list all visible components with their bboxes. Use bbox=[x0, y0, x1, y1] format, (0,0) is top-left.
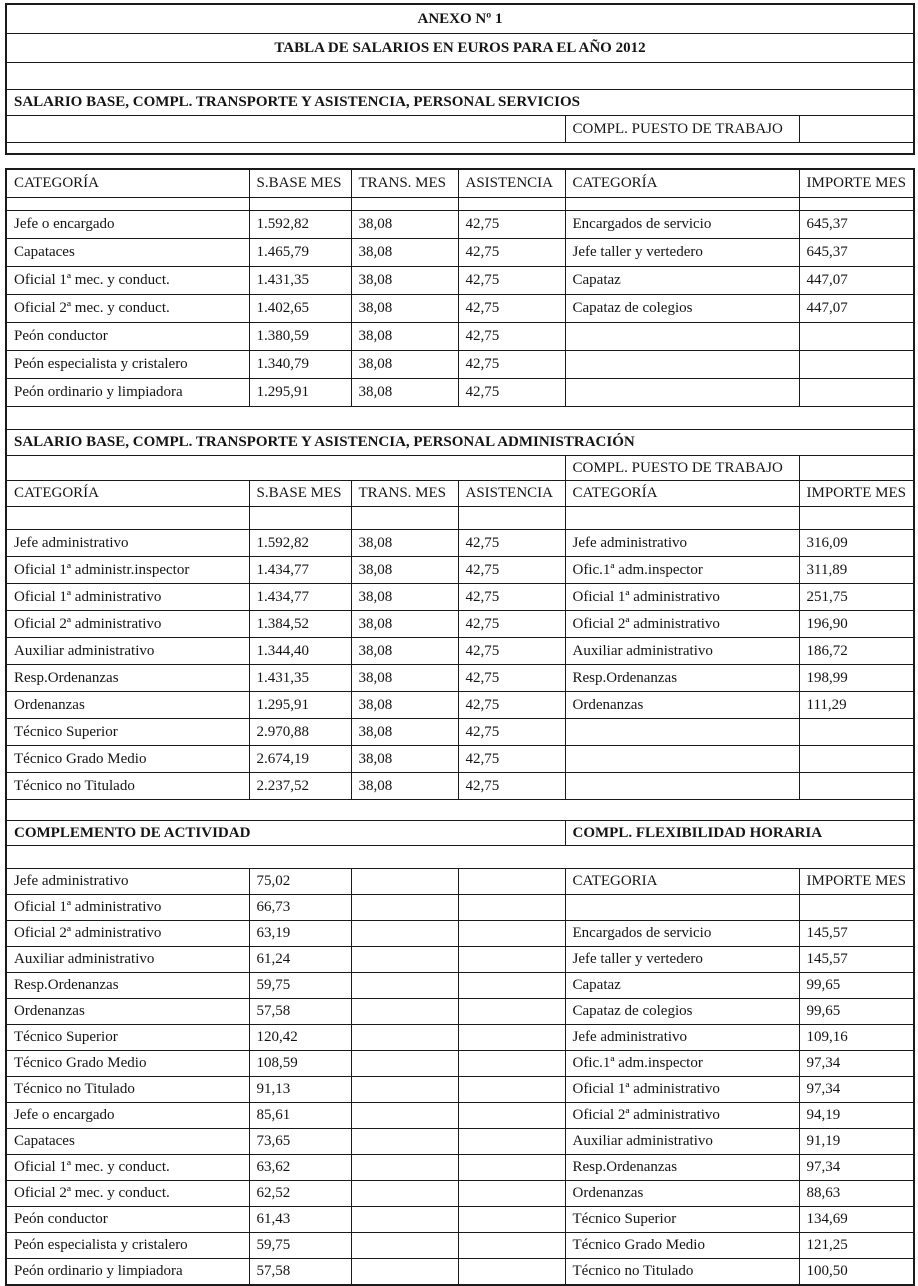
administracion-body bbox=[6, 530, 914, 800]
table-row bbox=[6, 692, 914, 719]
table-cell: Peón ordinario y limpiadora bbox=[6, 1259, 249, 1286]
table-cell: 38,08 bbox=[351, 351, 458, 379]
table-cell: Resp.Ordenanzas bbox=[6, 973, 249, 999]
table-cell: 1.344,40 bbox=[249, 638, 351, 665]
empty-cell bbox=[458, 507, 565, 530]
table-row bbox=[6, 1233, 914, 1259]
empty-cell bbox=[6, 800, 914, 821]
table-cell: Jefe o encargado bbox=[6, 1103, 249, 1129]
table-cell: 645,37 bbox=[799, 211, 914, 239]
table-cell: Capataz de colegios bbox=[565, 295, 799, 323]
table-cell: 91,19 bbox=[799, 1129, 914, 1155]
table-cell: 311,89 bbox=[799, 557, 914, 584]
table-cell bbox=[351, 1207, 458, 1233]
table-cell: 42,75 bbox=[458, 584, 565, 611]
empty-cell bbox=[565, 198, 799, 211]
table-cell bbox=[458, 1155, 565, 1181]
table-cell: 42,75 bbox=[458, 351, 565, 379]
table-cell: Jefe administrativo bbox=[6, 530, 249, 557]
table-cell: 145,57 bbox=[799, 921, 914, 947]
table-cell: Técnico Superior bbox=[6, 719, 249, 746]
table-cell: 75,02 bbox=[249, 869, 351, 895]
table-cell: 42,75 bbox=[458, 746, 565, 773]
table-cell bbox=[565, 379, 799, 407]
section-servicios-title-row bbox=[6, 90, 914, 116]
table-row bbox=[6, 665, 914, 692]
table-cell bbox=[799, 773, 914, 800]
table-cell: 120,42 bbox=[249, 1025, 351, 1051]
empty-cell bbox=[351, 198, 458, 211]
spacer-row bbox=[6, 407, 914, 430]
table-row bbox=[6, 1051, 914, 1077]
table-row bbox=[6, 1181, 914, 1207]
table-row bbox=[6, 295, 914, 323]
table-cell bbox=[351, 1259, 458, 1286]
column-header: S.BASE MES bbox=[249, 169, 351, 198]
table-cell: 59,75 bbox=[249, 973, 351, 999]
anexo-title-row bbox=[6, 4, 914, 34]
column-header: IMPORTE MES bbox=[799, 481, 914, 507]
table-cell: Peón conductor bbox=[6, 323, 249, 351]
table-cell: 1.465,79 bbox=[249, 239, 351, 267]
table-cell bbox=[565, 773, 799, 800]
complementos-header bbox=[6, 800, 914, 869]
page-title: ANEXO Nº 1 bbox=[6, 4, 914, 34]
table-cell: 1.431,35 bbox=[249, 665, 351, 692]
table-cell: Técnico Grado Medio bbox=[565, 1233, 799, 1259]
table-cell: Capataz de colegios bbox=[565, 999, 799, 1025]
table-cell: 38,08 bbox=[351, 665, 458, 692]
table-cell bbox=[458, 1077, 565, 1103]
table-cell bbox=[458, 1051, 565, 1077]
table-cell: Oficial 2ª administrativo bbox=[6, 921, 249, 947]
table-row bbox=[6, 719, 914, 746]
column-header: ASISTENCIA bbox=[458, 169, 565, 198]
empty-cell bbox=[249, 198, 351, 211]
table-cell: Oficial 1ª administrativo bbox=[6, 895, 249, 921]
table-row bbox=[6, 323, 914, 351]
table-cell: Peón especialista y cristalero bbox=[6, 1233, 249, 1259]
table-cell: 42,75 bbox=[458, 211, 565, 239]
table-cell: Auxiliar administrativo bbox=[6, 947, 249, 973]
table-cell: 134,69 bbox=[799, 1207, 914, 1233]
table-cell: 1.295,91 bbox=[249, 692, 351, 719]
table-cell: 121,25 bbox=[799, 1233, 914, 1259]
table-cell: 38,08 bbox=[351, 773, 458, 800]
table-cell bbox=[351, 1077, 458, 1103]
table-cell: Capataz bbox=[565, 267, 799, 295]
spacer-row bbox=[6, 800, 914, 821]
table-cell: 1.384,52 bbox=[249, 611, 351, 638]
table-cell: 186,72 bbox=[799, 638, 914, 665]
empty-cell bbox=[799, 507, 914, 530]
table-cell: Oficial 2ª mec. y conduct. bbox=[6, 1181, 249, 1207]
table-cell: Ofic.1ª adm.inspector bbox=[565, 1051, 799, 1077]
table-row bbox=[6, 1155, 914, 1181]
complementos-title-row bbox=[6, 821, 914, 846]
table-cell: Capataces bbox=[6, 1129, 249, 1155]
section-administracion-title-row bbox=[6, 430, 914, 456]
table-cell: Oficial 2ª administrativo bbox=[6, 611, 249, 638]
table-cell bbox=[458, 999, 565, 1025]
table-cell: Oficial 1ª mec. y conduct. bbox=[6, 267, 249, 295]
empty-cell bbox=[799, 198, 914, 211]
table-cell: 38,08 bbox=[351, 719, 458, 746]
section-servicios-title: SALARIO BASE, COMPL. TRANSPORTE Y ASISTENCIA, PERSONAL SERVICIOS bbox=[6, 90, 914, 116]
table-cell: Técnico no Titulado bbox=[565, 1259, 799, 1286]
table-cell bbox=[565, 323, 799, 351]
table-cell: 42,75 bbox=[458, 323, 565, 351]
column-header: CATEGORÍA bbox=[6, 169, 249, 198]
table-cell: 1.434,77 bbox=[249, 557, 351, 584]
table-cell: Resp.Ordenanzas bbox=[565, 665, 799, 692]
table-cell: 88,63 bbox=[799, 1181, 914, 1207]
table-cell bbox=[351, 1025, 458, 1051]
table-cell: IMPORTE MES bbox=[799, 869, 914, 895]
table-cell: 447,07 bbox=[799, 267, 914, 295]
table-cell: 196,90 bbox=[799, 611, 914, 638]
table-cell bbox=[458, 1181, 565, 1207]
table-cell: 1.592,82 bbox=[249, 211, 351, 239]
table-cell: 1.380,59 bbox=[249, 323, 351, 351]
table-cell: 1.592,82 bbox=[249, 530, 351, 557]
table-cell: 61,43 bbox=[249, 1207, 351, 1233]
empty-cell bbox=[565, 507, 799, 530]
table-row bbox=[6, 1077, 914, 1103]
table-cell: 42,75 bbox=[458, 557, 565, 584]
table-cell bbox=[458, 895, 565, 921]
compl-puesto-header: COMPL. PUESTO DE TRABAJO bbox=[565, 456, 799, 481]
table-row bbox=[6, 921, 914, 947]
table-cell: 38,08 bbox=[351, 239, 458, 267]
column-header-row bbox=[6, 169, 914, 198]
column-header: CATEGORÍA bbox=[6, 481, 249, 507]
empty-cell bbox=[799, 116, 914, 143]
table-cell: 38,08 bbox=[351, 692, 458, 719]
table-cell: 2.237,52 bbox=[249, 773, 351, 800]
table-cell: 85,61 bbox=[249, 1103, 351, 1129]
table-cell: 57,58 bbox=[249, 999, 351, 1025]
table-cell: 38,08 bbox=[351, 584, 458, 611]
servicios-header bbox=[6, 169, 914, 211]
table-cell bbox=[458, 1129, 565, 1155]
table-cell: Resp.Ordenanzas bbox=[6, 665, 249, 692]
empty-cell bbox=[351, 507, 458, 530]
table-cell: 38,08 bbox=[351, 267, 458, 295]
table-cell: 66,73 bbox=[249, 895, 351, 921]
table-row bbox=[6, 1207, 914, 1233]
table-cell: 1.295,91 bbox=[249, 379, 351, 407]
table-cell: 42,75 bbox=[458, 719, 565, 746]
table-row bbox=[6, 999, 914, 1025]
empty-cell bbox=[6, 407, 914, 430]
table-cell: Capataz bbox=[565, 973, 799, 999]
table-cell: 38,08 bbox=[351, 611, 458, 638]
table-cell bbox=[799, 351, 914, 379]
column-header: CATEGORÍA bbox=[565, 169, 799, 198]
table-cell: 42,75 bbox=[458, 611, 565, 638]
table-cell: Jefe taller y vertedero bbox=[565, 239, 799, 267]
table-cell: Jefe administrativo bbox=[6, 869, 249, 895]
table-cell: Ordenanzas bbox=[6, 999, 249, 1025]
empty-cell bbox=[6, 116, 565, 143]
table-row bbox=[6, 973, 914, 999]
table-cell: 1.402,65 bbox=[249, 295, 351, 323]
table-cell: 645,37 bbox=[799, 239, 914, 267]
section-administracion-title: SALARIO BASE, COMPL. TRANSPORTE Y ASISTENCIA, PERSONAL ADMINISTRACIÓN bbox=[6, 430, 914, 456]
table-cell: Peón especialista y cristalero bbox=[6, 351, 249, 379]
table-cell: Auxiliar administrativo bbox=[6, 638, 249, 665]
table-cell bbox=[351, 1103, 458, 1129]
table-cell: Oficial 2ª mec. y conduct. bbox=[6, 295, 249, 323]
empty-cell bbox=[6, 198, 249, 211]
column-header: TRANS. MES bbox=[351, 481, 458, 507]
table-cell: 38,08 bbox=[351, 746, 458, 773]
table-cell bbox=[458, 947, 565, 973]
section-actividad-title: COMPLEMENTO DE ACTIVIDAD bbox=[6, 821, 565, 846]
table-cell bbox=[565, 719, 799, 746]
table-cell bbox=[351, 1129, 458, 1155]
empty-cell bbox=[6, 507, 249, 530]
table-cell: 42,75 bbox=[458, 530, 565, 557]
table-cell: Oficial 2ª administrativo bbox=[565, 1103, 799, 1129]
table-cell: Oficial 1ª administrativo bbox=[565, 1077, 799, 1103]
table-cell: 63,62 bbox=[249, 1155, 351, 1181]
table-cell bbox=[351, 1155, 458, 1181]
table-cell: Jefe administrativo bbox=[565, 530, 799, 557]
table-cell: 38,08 bbox=[351, 295, 458, 323]
section-flexibilidad-title: COMPL. FLEXIBILIDAD HORARIA bbox=[565, 821, 914, 846]
table-cell: 38,08 bbox=[351, 211, 458, 239]
table-row bbox=[6, 530, 914, 557]
empty-cell bbox=[458, 198, 565, 211]
servicios-body bbox=[6, 211, 914, 407]
table-cell: Oficial 1ª mec. y conduct. bbox=[6, 1155, 249, 1181]
table-cell: Técnico no Titulado bbox=[6, 773, 249, 800]
table-cell bbox=[799, 323, 914, 351]
table-cell bbox=[799, 895, 914, 921]
table-cell bbox=[565, 895, 799, 921]
table-cell: Técnico no Titulado bbox=[6, 1077, 249, 1103]
empty-cell bbox=[6, 143, 914, 155]
table-cell: Peón ordinario y limpiadora bbox=[6, 379, 249, 407]
table-row bbox=[6, 869, 914, 895]
table-cell: 42,75 bbox=[458, 638, 565, 665]
table-cell: 97,34 bbox=[799, 1051, 914, 1077]
table-cell: Oficial 2ª administrativo bbox=[565, 611, 799, 638]
table-cell bbox=[351, 1051, 458, 1077]
table-cell: 1.434,77 bbox=[249, 584, 351, 611]
empty-cell bbox=[249, 507, 351, 530]
table-cell: 251,75 bbox=[799, 584, 914, 611]
table-cell: Técnico Grado Medio bbox=[6, 746, 249, 773]
table-cell bbox=[458, 973, 565, 999]
table-row bbox=[6, 895, 914, 921]
title-table bbox=[5, 3, 915, 155]
table-cell: 42,75 bbox=[458, 665, 565, 692]
table-cell: Peón conductor bbox=[6, 1207, 249, 1233]
table-cell bbox=[351, 921, 458, 947]
table-cell: Auxiliar administrativo bbox=[565, 638, 799, 665]
table-cell: Resp.Ordenanzas bbox=[565, 1155, 799, 1181]
table-cell: 38,08 bbox=[351, 557, 458, 584]
table-cell: 108,59 bbox=[249, 1051, 351, 1077]
table-cell bbox=[458, 1103, 565, 1129]
table-cell: Ordenanzas bbox=[565, 692, 799, 719]
column-header-row bbox=[6, 481, 914, 507]
compl-puesto-row bbox=[6, 116, 914, 143]
compl-puesto-header: COMPL. PUESTO DE TRABAJO bbox=[565, 116, 799, 143]
table-cell: 1.340,79 bbox=[249, 351, 351, 379]
table-row bbox=[6, 773, 914, 800]
table-cell: 38,08 bbox=[351, 323, 458, 351]
table-cell: 2.674,19 bbox=[249, 746, 351, 773]
column-header: TRANS. MES bbox=[351, 169, 458, 198]
table-cell bbox=[351, 999, 458, 1025]
table-cell: Ordenanzas bbox=[6, 692, 249, 719]
table-cell: Jefe taller y vertedero bbox=[565, 947, 799, 973]
table-cell bbox=[799, 746, 914, 773]
table-cell bbox=[458, 1207, 565, 1233]
table-cell: Encargados de servicio bbox=[565, 921, 799, 947]
table-cell: 97,34 bbox=[799, 1077, 914, 1103]
spacer-row bbox=[6, 846, 914, 869]
column-header: IMPORTE MES bbox=[799, 169, 914, 198]
spacer-row bbox=[6, 507, 914, 530]
table-cell: 42,75 bbox=[458, 239, 565, 267]
table-cell: Oficial 1ª administrativo bbox=[565, 584, 799, 611]
table-cell bbox=[351, 869, 458, 895]
table-cell bbox=[565, 351, 799, 379]
table-cell bbox=[458, 921, 565, 947]
table-cell: Encargados de servicio bbox=[565, 211, 799, 239]
table-row bbox=[6, 379, 914, 407]
table-cell: 2.970,88 bbox=[249, 719, 351, 746]
compl-puesto-row bbox=[6, 456, 914, 481]
table-cell: Técnico Grado Medio bbox=[6, 1051, 249, 1077]
table-cell: 42,75 bbox=[458, 295, 565, 323]
table-row bbox=[6, 351, 914, 379]
table-cell: 57,58 bbox=[249, 1259, 351, 1286]
table-row bbox=[6, 267, 914, 295]
table-cell: 316,09 bbox=[799, 530, 914, 557]
spacer-row bbox=[6, 143, 914, 155]
table-cell: 62,52 bbox=[249, 1181, 351, 1207]
table-row bbox=[6, 947, 914, 973]
table-subtitle-row bbox=[6, 34, 914, 63]
table-cell: Técnico Superior bbox=[565, 1207, 799, 1233]
table-cell bbox=[351, 947, 458, 973]
table-cell: Capataces bbox=[6, 239, 249, 267]
table-cell bbox=[351, 895, 458, 921]
table-row bbox=[6, 638, 914, 665]
table-cell: 1.431,35 bbox=[249, 267, 351, 295]
column-header: CATEGORÍA bbox=[565, 481, 799, 507]
table-cell: 42,75 bbox=[458, 267, 565, 295]
table-cell: 99,65 bbox=[799, 973, 914, 999]
column-header: S.BASE MES bbox=[249, 481, 351, 507]
salary-table bbox=[5, 168, 915, 1286]
administracion-header bbox=[6, 407, 914, 530]
table-cell: 111,29 bbox=[799, 692, 914, 719]
table-cell: Oficial 1ª administr.inspector bbox=[6, 557, 249, 584]
complementos-body bbox=[6, 869, 914, 1286]
table-row bbox=[6, 239, 914, 267]
table-cell bbox=[351, 1181, 458, 1207]
table-row bbox=[6, 584, 914, 611]
table-cell: 97,34 bbox=[799, 1155, 914, 1181]
table-cell: 42,75 bbox=[458, 379, 565, 407]
table-cell: 109,16 bbox=[799, 1025, 914, 1051]
table-row bbox=[6, 611, 914, 638]
table-row bbox=[6, 1259, 914, 1286]
table-cell bbox=[351, 1233, 458, 1259]
table-cell: Técnico Superior bbox=[6, 1025, 249, 1051]
table-cell: 59,75 bbox=[249, 1233, 351, 1259]
column-header: ASISTENCIA bbox=[458, 481, 565, 507]
table-cell: 100,50 bbox=[799, 1259, 914, 1286]
table-cell: 42,75 bbox=[458, 692, 565, 719]
table-cell: Oficial 1ª administrativo bbox=[6, 584, 249, 611]
empty-cell bbox=[799, 456, 914, 481]
table-cell: 38,08 bbox=[351, 530, 458, 557]
table-cell: 61,24 bbox=[249, 947, 351, 973]
table-row bbox=[6, 1025, 914, 1051]
table-cell bbox=[351, 973, 458, 999]
table-cell: 94,19 bbox=[799, 1103, 914, 1129]
spacer-row bbox=[6, 63, 914, 90]
table-row bbox=[6, 557, 914, 584]
table-cell bbox=[458, 1025, 565, 1051]
table-cell bbox=[458, 1259, 565, 1286]
table-row bbox=[6, 211, 914, 239]
table-row bbox=[6, 746, 914, 773]
table-cell: CATEGORIA bbox=[565, 869, 799, 895]
table-cell: 38,08 bbox=[351, 638, 458, 665]
table-cell: 63,19 bbox=[249, 921, 351, 947]
table-cell: 198,99 bbox=[799, 665, 914, 692]
table-cell: Jefe administrativo bbox=[565, 1025, 799, 1051]
table-cell: 38,08 bbox=[351, 379, 458, 407]
table-cell bbox=[799, 719, 914, 746]
table-cell: 99,65 bbox=[799, 999, 914, 1025]
table-cell: 73,65 bbox=[249, 1129, 351, 1155]
table-row bbox=[6, 1103, 914, 1129]
table-cell: Jefe o encargado bbox=[6, 211, 249, 239]
table-cell bbox=[458, 869, 565, 895]
table-cell: 42,75 bbox=[458, 773, 565, 800]
table-cell bbox=[565, 746, 799, 773]
table-cell bbox=[458, 1233, 565, 1259]
spacer-row bbox=[6, 198, 914, 211]
table-cell: 145,57 bbox=[799, 947, 914, 973]
table-cell: 447,07 bbox=[799, 295, 914, 323]
table-row bbox=[6, 1129, 914, 1155]
empty-cell bbox=[6, 63, 914, 90]
table-cell: Ordenanzas bbox=[565, 1181, 799, 1207]
table-cell: 91,13 bbox=[249, 1077, 351, 1103]
empty-cell bbox=[6, 846, 914, 869]
table-cell bbox=[799, 379, 914, 407]
empty-cell bbox=[6, 456, 565, 481]
page-subtitle: TABLA DE SALARIOS EN EUROS PARA EL AÑO 2012 bbox=[6, 34, 914, 63]
table-cell: Ofic.1ª adm.inspector bbox=[565, 557, 799, 584]
table-cell: Auxiliar administrativo bbox=[565, 1129, 799, 1155]
